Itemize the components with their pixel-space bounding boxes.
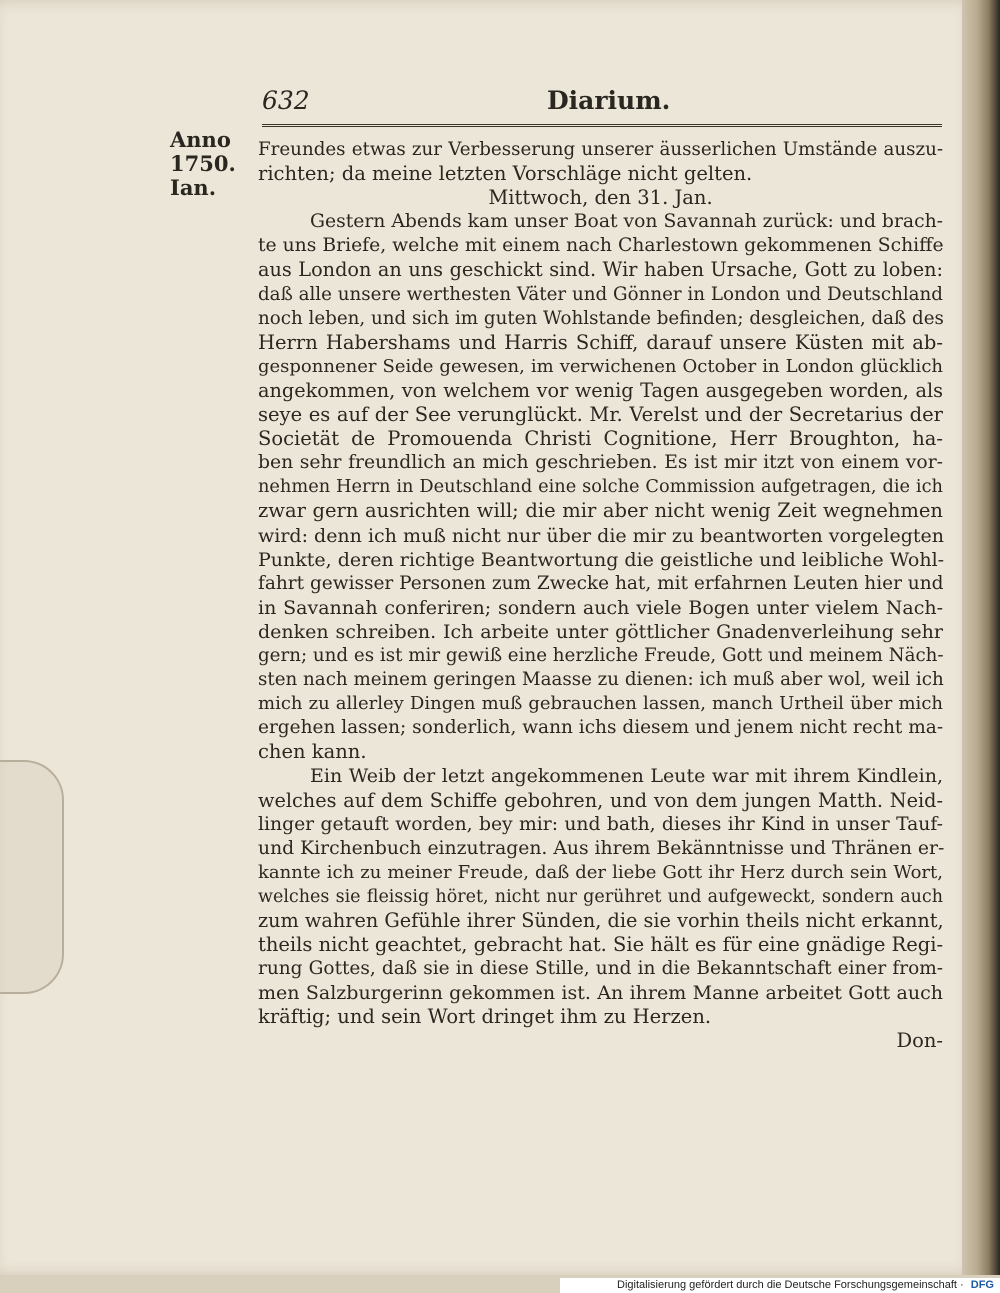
text-line: gesponnener Seide gewesen, im verwichenen October in London glücklich bbox=[258, 355, 943, 377]
text-line: Ein Weib der letzt angekommenen Leute war mit ihrem Kindlein, bbox=[310, 765, 943, 788]
text-line: ben sehr freundlich an mich geschrieben. Es ist mir itzt von einem vor- bbox=[258, 452, 943, 474]
scan-holder-clip bbox=[0, 760, 64, 994]
text-line: aus London an uns geschickt sind. Wir haben Ursache, Gott zu loben: bbox=[258, 258, 943, 282]
footer-text: Digitalisierung gefördert durch die Deutsche Forschungsgemeinschaft · bbox=[617, 1279, 964, 1291]
text-line: kannte ich zu meiner Freude, daß der liebe Gott ihr Herz durch sein Wort, bbox=[258, 861, 943, 883]
text-line: te uns Briefe, welche mit einem nach Charlestown gekommenen Schiffe bbox=[258, 235, 944, 257]
text-line: noch leben, und sich im guten Wohlstande befinden; desgleichen, daß des bbox=[258, 307, 944, 329]
text-line: Gestern Abends kam unser Boat von Savannah zurück: und brach- bbox=[310, 211, 943, 233]
text-line: Herrn Habershams und Harris Schiff, darauf unsere Küsten mit ab- bbox=[258, 330, 943, 354]
text-line: chen kann. bbox=[258, 740, 367, 764]
text-line: mich zu allerley Dingen muß gebrauchen lassen, manch Urtheil über mich bbox=[258, 693, 943, 715]
text-line: wird: denn ich muß nicht nur über die mir zu beantworten vorgelegten bbox=[258, 524, 944, 547]
text-line: in Savannah conferiren; sondern auch viele Bogen unter vielem Nach- bbox=[258, 596, 943, 619]
text-line: Don- bbox=[896, 1029, 943, 1053]
text-line: nehmen Herrn in Deutschland eine solche Commission aufgetragen, die ich bbox=[258, 477, 943, 498]
page-number: 632 bbox=[262, 86, 310, 115]
text-line: linger getauft worden, bey mir: und bath, dieses ihr Kind in unser Tauf- bbox=[258, 813, 943, 835]
text-line: welches auf dem Schiffe gebohren, und von dem jungen Matth. Neid- bbox=[258, 788, 943, 812]
text-line: rung Gottes, daß sie in diese Stille, und in die Bekanntschaft einer from- bbox=[258, 958, 943, 980]
text-line: theils nicht geachtet, gebracht hat. Sie hält es für eine gnädige Regi- bbox=[258, 933, 944, 957]
digitization-footer bbox=[560, 1278, 1000, 1293]
text-line: gern; und es ist mir gewiß eine herzliche Freude, Gott und meinem Näch- bbox=[258, 644, 944, 666]
text-line: richten; da meine letzten Vorschläge nicht gelten. bbox=[258, 162, 753, 186]
text-line: Societät de Promouenda Christi Cognitione, Herr Broughton, ha- bbox=[258, 427, 943, 451]
text-line: fahrt gewisser Personen zum Zwecke hat, mit erfahrnen Leuten hier und bbox=[258, 572, 944, 594]
body-text bbox=[258, 138, 943, 1054]
page-edge-shadow bbox=[962, 0, 1000, 1275]
text-line: men Salzburgerinn gekommen ist. An ihrem Manne arbeitet Gott auch bbox=[258, 982, 943, 1005]
text-line: und Kirchenbuch einzutragen. Aus ihrem Bekänntnisse und Thränen er- bbox=[258, 837, 945, 859]
margin-note-line: 1750. bbox=[170, 151, 236, 176]
text-line: Freundes etwas zur Verbesserung unserer äusserlichen Umstände auszu- bbox=[258, 139, 943, 160]
margin-date-note bbox=[170, 128, 250, 200]
text-line: daß alle unsere werthesten Väter und Gönner in London und Deutschland bbox=[258, 283, 943, 305]
text-line: welches sie fleissig höret, nicht nur gerühret und aufgeweckt, sondern auch bbox=[258, 886, 943, 907]
text-line: sten nach meinem geringen Maasse zu dienen: ich muß aber wol, weil ich bbox=[258, 669, 944, 691]
margin-note-line: Anno bbox=[170, 127, 231, 152]
text-line: zwar gern ausrichten will; die mir aber nicht wenig Zeit wegnehmen bbox=[258, 499, 943, 523]
margin-note-line: Ian. bbox=[170, 175, 217, 200]
text-line: kräftig; und sein Wort dringet ihm zu Herzen. bbox=[258, 1005, 712, 1029]
text-line: angekommen, von welchem vor wenig Tagen ausgegeben worden, als bbox=[258, 378, 943, 402]
dfg-logo: DFG bbox=[970, 1279, 994, 1291]
text-line: Punkte, deren richtige Beantwortung die geistliche und leibliche Wohl- bbox=[258, 548, 945, 571]
text-line: zum wahren Gefühle ihrer Sünden, die sie vorhin theils nicht erkannt, bbox=[258, 909, 944, 932]
header-rule bbox=[262, 124, 942, 127]
text-line: ergehen lassen; sonderlich, wann ichs diesem und jenem nicht recht ma- bbox=[258, 717, 944, 739]
running-title: Diarium. bbox=[547, 86, 671, 115]
text-line: Mittwoch, den 31. Jan. bbox=[488, 186, 713, 210]
page-header bbox=[262, 86, 942, 122]
text-line: denken schreiben. Ich arbeite unter göttlicher Gnadenverleihung sehr bbox=[258, 620, 943, 643]
text-line: seye es auf der See verunglückt. Mr. Verelst und der Secretarius der bbox=[258, 403, 943, 427]
